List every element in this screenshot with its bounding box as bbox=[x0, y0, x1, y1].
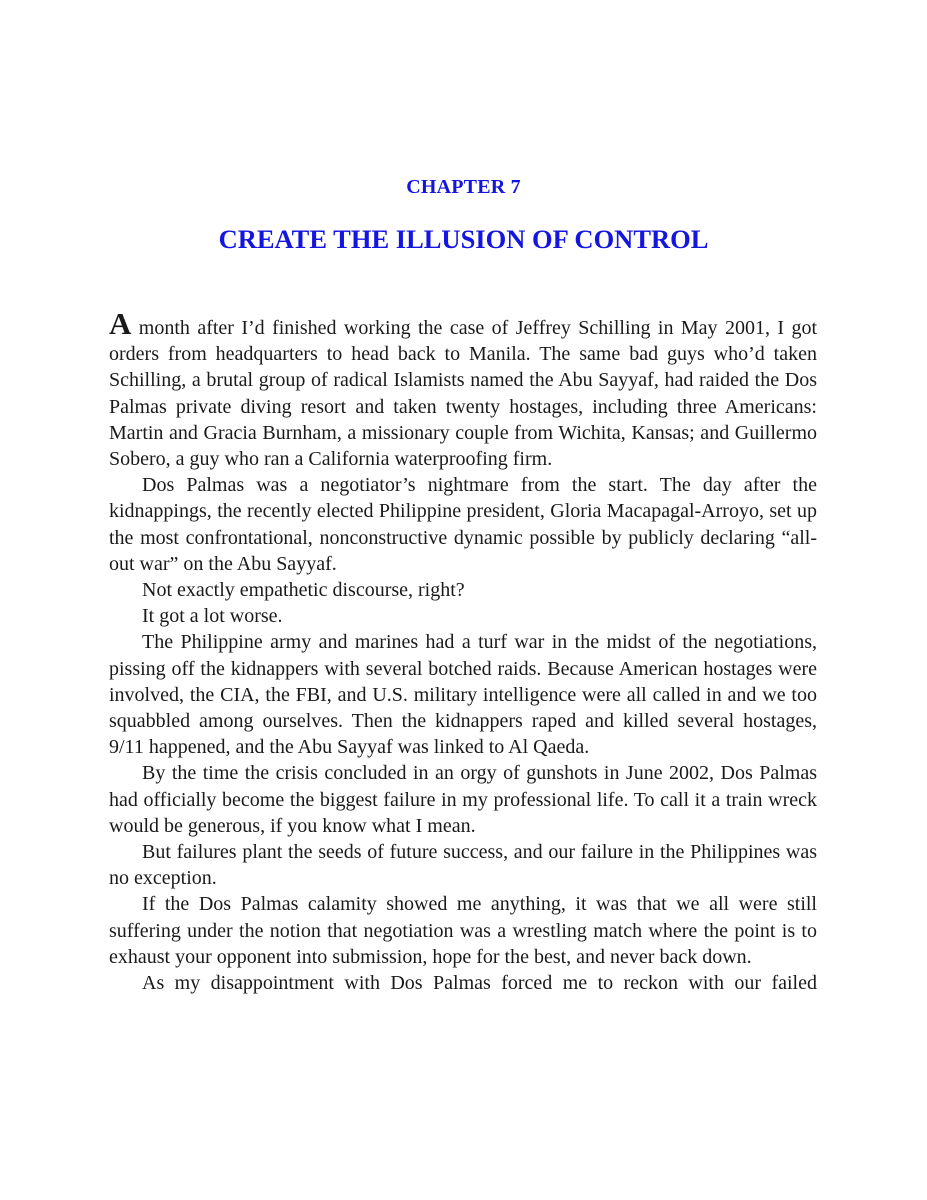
paragraph: Dos Palmas was a negotiator’s nightmare from the start. The day after the kidnappings, the recently elected Philippine president, Gloria Macapagal-Arroyo, set up the most confrontational, nonconstructive dynamic possible by publicly declaring “all-out war” on the Abu Sayyaf. bbox=[109, 474, 817, 575]
chapter-body bbox=[109, 306, 817, 996]
chapter-title: CREATE THE ILLUSION OF CONTROL bbox=[218, 224, 709, 254]
paragraph: The Philippine army and marines had a turf war in the midst of the negotiations, pissing off the kidnappers with several botched raids. Because American hostages were involved, the CIA, the FBI, and U.S. military intelligence were all called in and we too squabbled among ourselves. Then the kidnappers raped and killed several hostages, 9/11 happened, and the Abu Sayyaf was linked to Al Qaeda. bbox=[109, 631, 817, 759]
paragraph: If the Dos Palmas calamity showed me anything, it was that we all were still suffering under the notion that negotiation was a wrestling match where the point is to exhaust your opponent into submission, hope for the best, and never back down. bbox=[109, 893, 817, 968]
chapter-label: CHAPTER 7 bbox=[406, 176, 521, 198]
paragraph: Not exactly empathetic discourse, right? bbox=[142, 579, 465, 602]
paragraph-1-text: month after I’d finished working the case of Jeffrey Schilling in May 2001, I got orders from headquarters to head back to Manila. The same bad guys who’d taken Schilling, a brutal group of radical Islamists named the Abu Sayyaf, had raided the Dos Palmas private diving resort and taken twenty hostages, including three Americans: Martin and Gracia Burnham, a missionary couple from Wichita, Kansas; and Guillermo Sobero, a guy who ran a California waterproofing firm. bbox=[109, 317, 817, 471]
paragraph-last: As my disappointment with Dos Palmas forced me to reckon with our failed bbox=[142, 972, 817, 995]
paragraph-1 bbox=[109, 306, 817, 472]
paragraph: But failures plant the seeds of future success, and our failure in the Philippines was no exception. bbox=[109, 841, 817, 890]
drop-cap: A bbox=[109, 306, 132, 341]
paragraph: By the time the crisis concluded in an orgy of gunshots in June 2002, Dos Palmas had officially become the biggest failure in my professional life. To call it a train wreck would be generous, if you know what I mean. bbox=[109, 762, 817, 837]
paragraph: It got a lot worse. bbox=[142, 605, 283, 628]
